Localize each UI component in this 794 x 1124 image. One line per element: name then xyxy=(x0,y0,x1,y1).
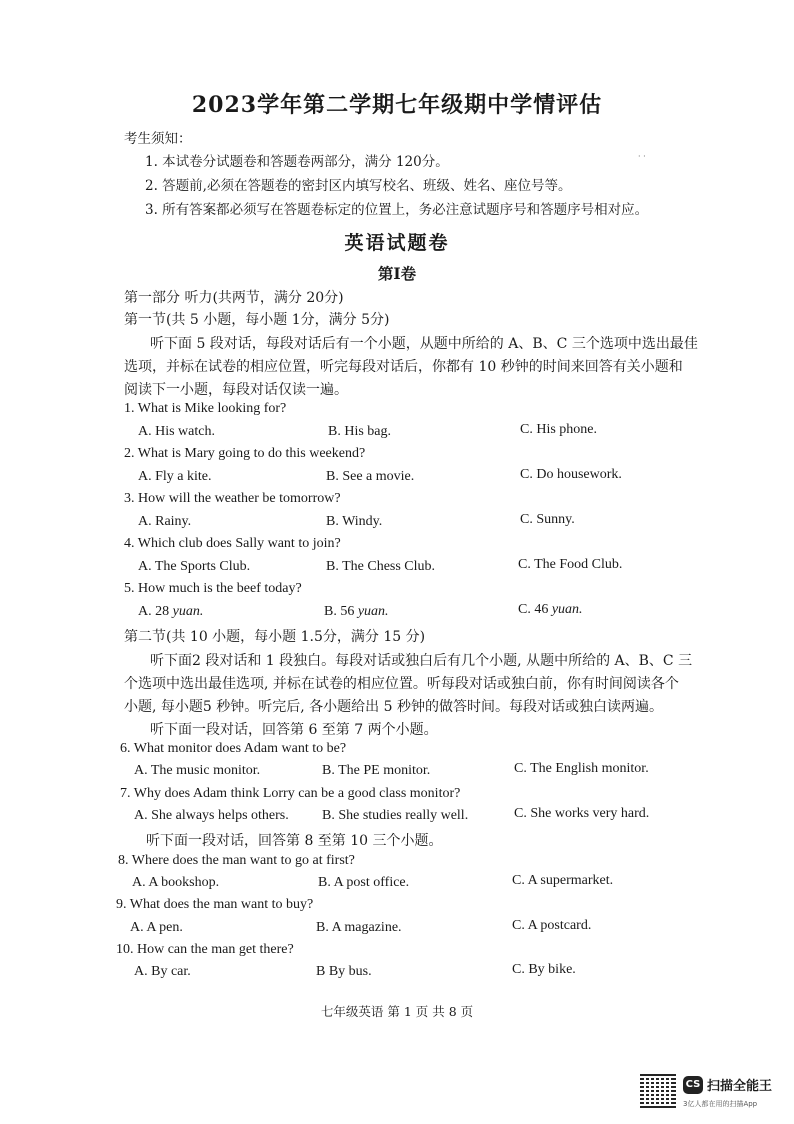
question-5: 5. How much is the beef today? xyxy=(124,581,302,596)
option-c: C. By bike. xyxy=(512,962,576,977)
notice-heading: 考生须知： xyxy=(124,131,192,147)
section2-instruction-line: 个选项中选出最佳选项, 并标在试卷的相应位置。听每段对话或独白前，你有时间阅读各个 xyxy=(124,676,679,692)
option-b: B By bus. xyxy=(316,964,372,979)
option-a: A. Fly a kite. xyxy=(138,469,212,484)
camscanner-logo-icon: CS xyxy=(683,1076,703,1094)
option-b: B. A post office. xyxy=(318,875,410,890)
question-9: 9. What does the man want to buy? xyxy=(116,897,314,912)
scan-speck: · · xyxy=(638,152,646,161)
qr-code-pattern xyxy=(644,1076,672,1104)
question-3: 3. How will the weather be tomorrow? xyxy=(124,491,341,506)
question-6: 6. What monitor does Adam want to be? xyxy=(120,741,347,756)
question-2: 2. What is Mary going to do this weekend? xyxy=(124,446,366,461)
option-c: C. His phone. xyxy=(520,422,597,437)
question-8: 8. Where does the man want to go at first? xyxy=(118,853,355,868)
section2-title: 第二节(共 10 小题，每小题 1.5分，满分 15 分) xyxy=(124,629,426,645)
option-c: C. A supermarket. xyxy=(512,873,614,888)
lead-in-8-10: 听下面一段对话，回答第 8 至第 10 三个小题。 xyxy=(146,833,443,849)
page-footer: 七年级英语 第 1 页 共 8 页 xyxy=(320,1004,474,1019)
question-1: 1. What is Mike looking for? xyxy=(124,401,287,416)
option-b: B. His bag. xyxy=(328,424,391,439)
section1-title: 第一节(共 5 小题，每小题 1分，满分 5分) xyxy=(124,312,390,328)
option-a: A. His watch. xyxy=(138,424,215,439)
section2-instruction-line: 听下面2 段对话和 1 段独白。每段对话或独白后有几个小题, 从题中所给的 A、B、C 三 xyxy=(150,653,693,669)
exam-title: 2023学年第二学期七年级期中学情评估 xyxy=(191,92,603,118)
option-b: B. A magazine. xyxy=(316,920,402,935)
section1-instruction-line: 听下面 5 段对话，每段对话后有一个小题，从题中所给的 A、B、C 三个选项中选出最佳 xyxy=(150,336,698,352)
option-a: A. She always helps others. xyxy=(134,808,289,823)
section1-instruction-line: 选项，并标在试卷的相应位置，听完每段对话后，你都有 10 秒钟的时间来回答有关小题和 xyxy=(124,359,683,375)
option-b: B. Windy. xyxy=(326,514,383,529)
option-b: B. 56 yuan. xyxy=(324,604,389,619)
question-10: 10. How can the man get there? xyxy=(116,942,294,957)
camscanner-tagline: 3亿人都在用的扫描App xyxy=(683,1100,758,1108)
option-b: B. See a movie. xyxy=(326,469,415,484)
part1-title: 第一部分 听力(共两节，满分 20分) xyxy=(124,290,344,306)
option-a: A. Rainy. xyxy=(138,514,192,529)
option-c: C. 46 yuan. xyxy=(518,602,583,617)
paper-title: 英语试题卷 xyxy=(344,232,450,254)
option-b: B. She studies really well. xyxy=(322,808,469,823)
option-a: A. A pen. xyxy=(130,920,183,935)
option-a: A. A bookshop. xyxy=(132,875,220,890)
option-c: C. She works very hard. xyxy=(514,806,650,821)
question-4: 4. Which club does Sally want to join? xyxy=(124,536,341,551)
camscanner-name: 扫描全能王 xyxy=(707,1079,773,1094)
option-a: A. The Sports Club. xyxy=(138,559,251,574)
option-c: C. The English monitor. xyxy=(514,761,649,776)
option-c: C. A postcard. xyxy=(512,918,592,933)
option-c: C. The Food Club. xyxy=(518,557,623,572)
question-7: 7. Why does Adam think Lorry can be a good class monitor? xyxy=(120,786,461,801)
notice-item-3: 3. 所有答案都必须写在答题卷标定的位置上，务必注意试题序号和答题序号相对应。 xyxy=(145,202,649,218)
section2-instruction-line: 小题, 每小题5 秒钟。听完后, 各小题给出 5 秒钟的做答时间。每段对话或独白读两遍。 xyxy=(124,699,663,715)
option-c: C. Sunny. xyxy=(520,512,575,527)
section1-instruction-line: 阅读下一小题，每段对话仅读一遍。 xyxy=(124,382,348,398)
notice-item-1: 1. 本试卷分试题卷和答题卷两部分，满分 120分。 xyxy=(145,154,449,170)
lead-in-6-7: 听下面一段对话，回答第 6 至第 7 两个小题。 xyxy=(150,722,438,738)
option-a: A. 28 yuan. xyxy=(138,604,204,619)
option-b: B. The PE monitor. xyxy=(322,763,431,778)
notice-item-2: 2. 答题前,必须在答题卷的密封区内填写校名、班级、姓名、座位号等。 xyxy=(145,178,572,194)
option-b: B. The Chess Club. xyxy=(326,559,436,574)
option-a: A. By car. xyxy=(134,964,191,979)
volume-label: 第I卷 xyxy=(377,264,417,283)
option-a: A. The music monitor. xyxy=(134,763,261,778)
option-c: C. Do housework. xyxy=(520,467,622,482)
